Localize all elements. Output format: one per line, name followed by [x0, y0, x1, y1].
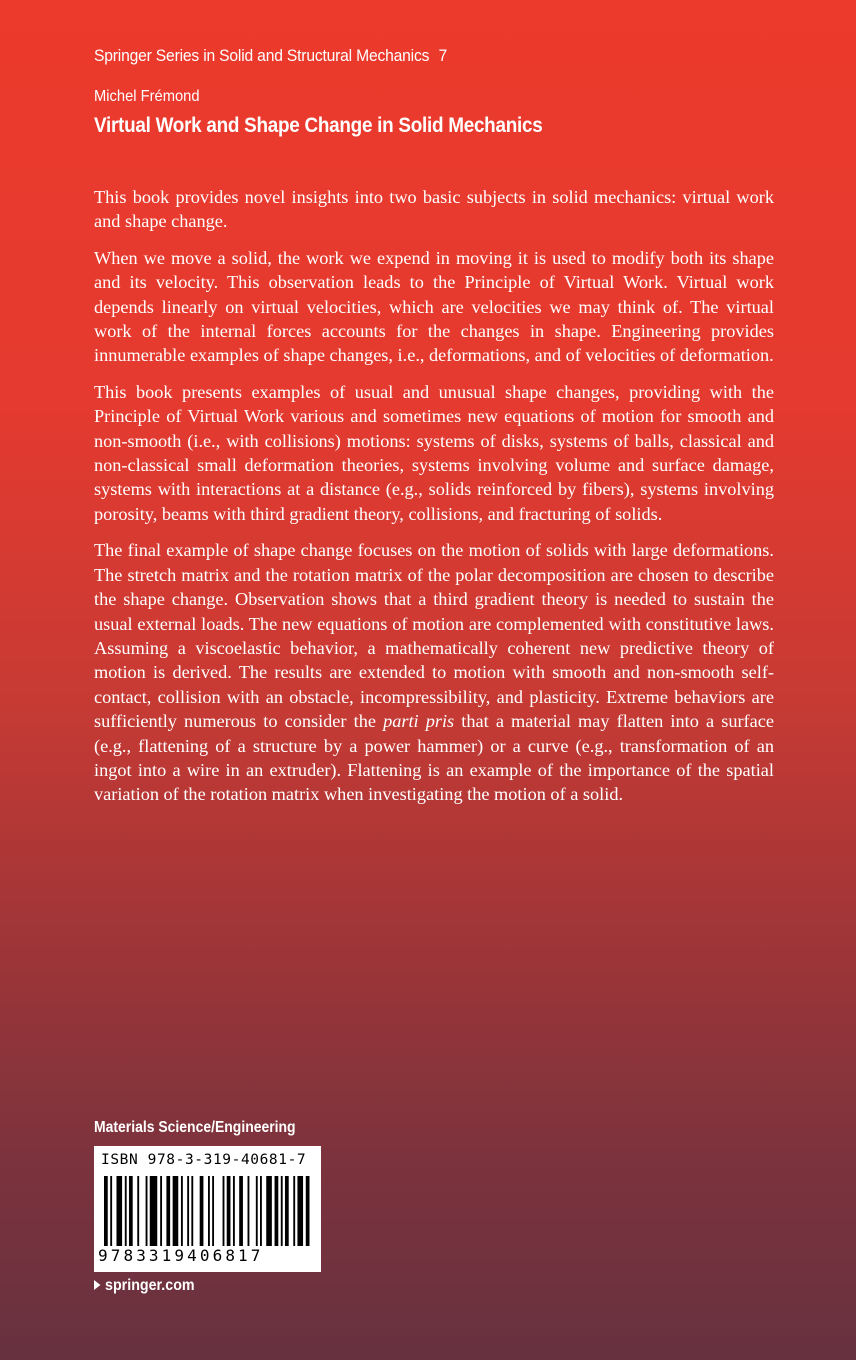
author-name: Michel Frémond: [94, 88, 200, 105]
isbn-barcode: [94, 1146, 321, 1272]
barcode-bar: [208, 1176, 210, 1246]
barcode-bar: [285, 1176, 289, 1246]
book-title: Virtual Work and Shape Change in Solid Mechanics: [94, 114, 543, 137]
paragraph-4-text-a: The final example of shape change focuses on the motion of solids with large deformations. The stretch matrix and the rotation matrix of the polar decomposition are chosen to describe the shape change. Observation shows that a third gradient theory is needed to sustain the usual external loads. The new equations of motion are complemented with constitutive laws. Assuming a viscoelastic behavior, a mathematically coherent new predictive theory of motion is derived. The results are extended to motion with smooth and non-smooth self-contact, collision with an obstacle, incompressibility, and plasticity. Extreme behaviors are sufficiently numerous to consider the: [94, 540, 774, 732]
barcode-bar: [297, 1176, 303, 1246]
paragraph-4-text-b: that a material may flatten into a surface (e.g., flattening of a structure by a power hammer) or a curve (e.g., transformation of an ingot into a wire in an extruder). Flattening is an example of the importance of the spatial variation of the rotation matrix when investigating the motion of a solid.: [94, 711, 774, 805]
barcode-bar: [281, 1176, 283, 1246]
barcode-bar: [293, 1176, 295, 1246]
barcode-bar: [173, 1176, 179, 1246]
barcode-bar: [187, 1176, 189, 1246]
barcode-bar: [191, 1176, 193, 1246]
series-number: 7: [438, 46, 447, 65]
barcode-bar: [248, 1176, 250, 1246]
description-paragraph-1: This book provides novel insights into two basic subjects in solid mechanics: virtual work and shape change.: [94, 187, 774, 232]
arrow-right-icon: [94, 1280, 100, 1290]
isbn-label: ISBN 978-3-319-40681-7: [101, 1152, 307, 1168]
barcode-digits: 9783319406817: [98, 1246, 264, 1265]
description-paragraph-2: When we move a solid, the work we expend in moving it is used to modify both its shape and its velocity. This observation leads to the Principle of Virtual Work. Virtual work depends linearly on virtual velocities, which are velocities we may think of. The virtual work of the internal forces accounts for the changes in shape. Engineering provides innumerable examples of shape changes, i.e., deformations, and of velocities of deformation.: [94, 247, 774, 366]
barcode-bar: [137, 1176, 139, 1246]
website-link[interactable]: [94, 1277, 195, 1295]
barcode-bar: [260, 1176, 262, 1246]
barcode-bar: [223, 1176, 225, 1246]
barcode-bar: [104, 1176, 108, 1246]
barcode-bar: [125, 1176, 127, 1246]
barcode-bar: [256, 1176, 258, 1246]
barcode-bar: [150, 1176, 157, 1246]
barcode-bar: [239, 1176, 243, 1246]
website-text: springer.com: [105, 1277, 195, 1294]
description-paragraph-3: This book presents examples of usual and unusual shape changes, providing with the Principle of Virtual Work various and sometimes new equations of motion for smooth and non-smooth (i.e., with collisions) motions: systems of disks, systems of balls, classical and non-classical small deformation theories, systems involving volume and surface damage, systems with interactions at a distance (e.g., solids reinforced by fibers), systems involving porosity, beams with third gradient theory, collisions, and fracturing of solids.: [94, 381, 774, 524]
barcode-bar: [212, 1176, 214, 1246]
barcode-bar: [181, 1176, 183, 1246]
barcode-bar: [166, 1176, 170, 1246]
barcode-bar: [129, 1176, 133, 1246]
barcode-bar: [233, 1176, 235, 1246]
paragraph-4-italic: parti pris: [383, 711, 455, 732]
barcode-bar: [306, 1176, 310, 1246]
barcode-bar: [266, 1176, 272, 1246]
barcode-bar: [160, 1176, 162, 1246]
series-name: Springer Series in Solid and Structural Mechanics: [94, 46, 430, 65]
series-line: [94, 46, 447, 66]
subject-category: Materials Science/Engineering: [94, 1119, 296, 1136]
barcode-bar: [227, 1176, 231, 1246]
barcode-bar: [146, 1176, 148, 1246]
barcode-bar: [116, 1176, 122, 1246]
barcode-bar: [200, 1176, 204, 1246]
barcode-bar: [275, 1176, 279, 1246]
book-description: [94, 185, 774, 819]
barcode-bar: [110, 1176, 112, 1246]
description-paragraph-4: [94, 538, 774, 806]
